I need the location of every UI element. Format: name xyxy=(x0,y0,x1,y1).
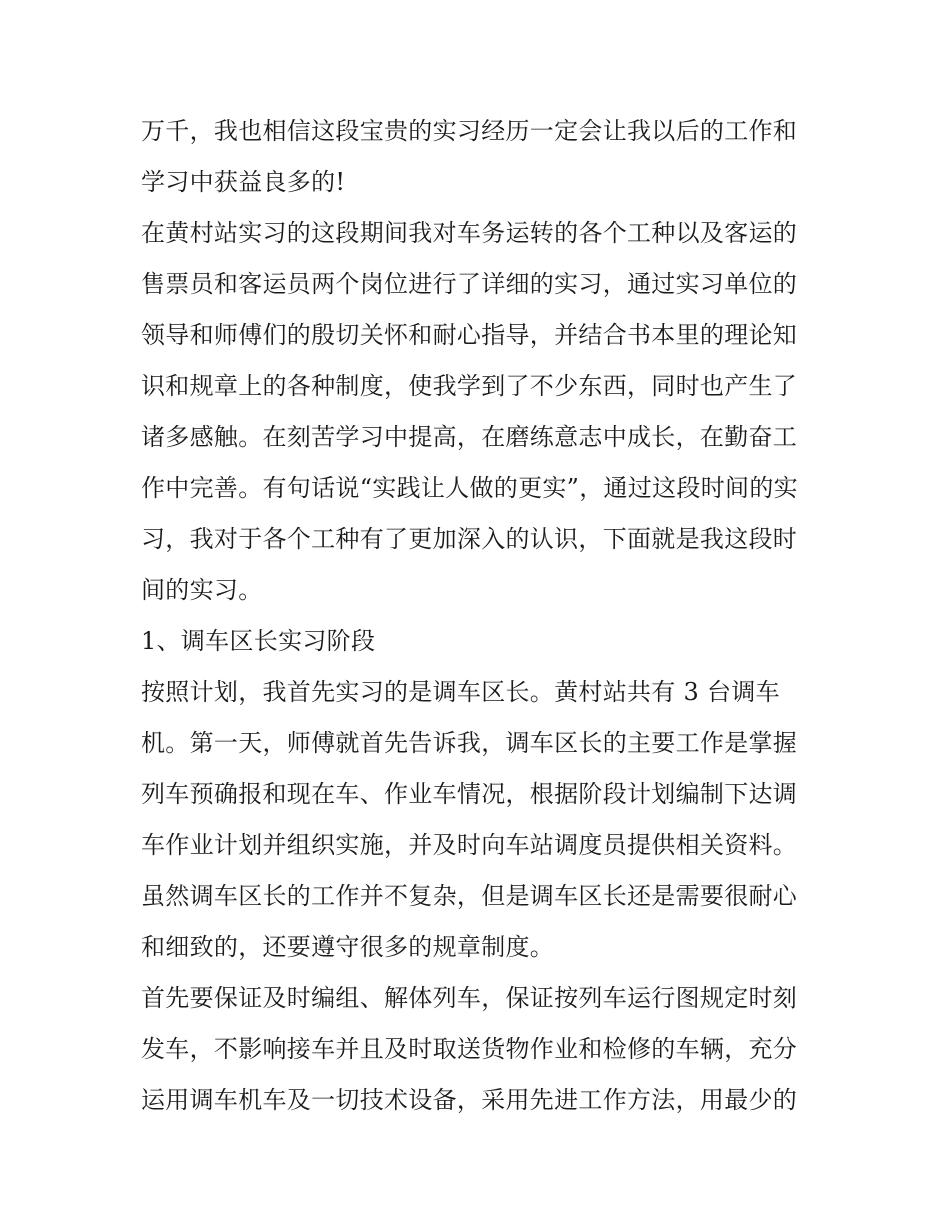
section-heading: 1、调车区长实习阶段 xyxy=(141,627,376,655)
text-line: 识和规章上的各种制度，使我学到了不少东西，同时也产生了 xyxy=(141,372,798,400)
text-line: 间的实习。 xyxy=(141,576,263,604)
text-line: 车作业计划并组织实施，并及时向车站调度员提供相关资料。 xyxy=(141,831,798,859)
text-line: 在黄村站实习的这段期间我对车务运转的各个工种以及客运的 xyxy=(141,219,798,247)
text-line: 万千，我也相信这段宝贵的实习经历一定会让我以后的工作和 xyxy=(141,117,798,145)
text-line: 作中完善。有句话说“实践让人做的更实”，通过这段时间的实 xyxy=(141,474,798,502)
text-line: 列车预确报和现在车、作业车情况，根据阶段计划编制下达调 xyxy=(141,780,798,808)
text-line: 运用调车机车及一切技术设备，采用先进工作方法，用最少的 xyxy=(141,1086,798,1114)
text-line: 首先要保证及时编组、解体列车，保证按列车运行图规定时刻 xyxy=(141,984,798,1012)
text-line: 诸多感触。在刻苦学习中提高，在磨练意志中成长，在勤奋工 xyxy=(141,423,798,451)
text-line: 虽然调车区长的工作并不复杂，但是调车区长还是需要很耐心 xyxy=(141,882,798,910)
text-line: 学习中获益良多的! xyxy=(141,168,346,196)
text-line: 售票员和客运员两个岗位进行了详细的实习，通过实习单位的 xyxy=(141,270,798,298)
text-line: 习，我对于各个工种有了更加深入的认识，下面就是我这段时 xyxy=(141,525,798,553)
text-line: 按照计划，我首先实习的是调车区长。黄村站共有 3 台调车 xyxy=(141,678,780,706)
text-line: 和细致的，还要遵守很多的规章制度。 xyxy=(141,933,555,961)
document-body xyxy=(141,106,821,1126)
text-line: 机。第一天，师傅就首先告诉我，调车区长的主要工作是掌握 xyxy=(141,729,798,757)
text-line: 发车，不影响接车并且及时取送货物作业和检修的车辆，充分 xyxy=(141,1035,798,1063)
text-line: 领导和师傅们的殷切关怀和耐心指导，并结合书本里的理论知 xyxy=(141,321,798,349)
